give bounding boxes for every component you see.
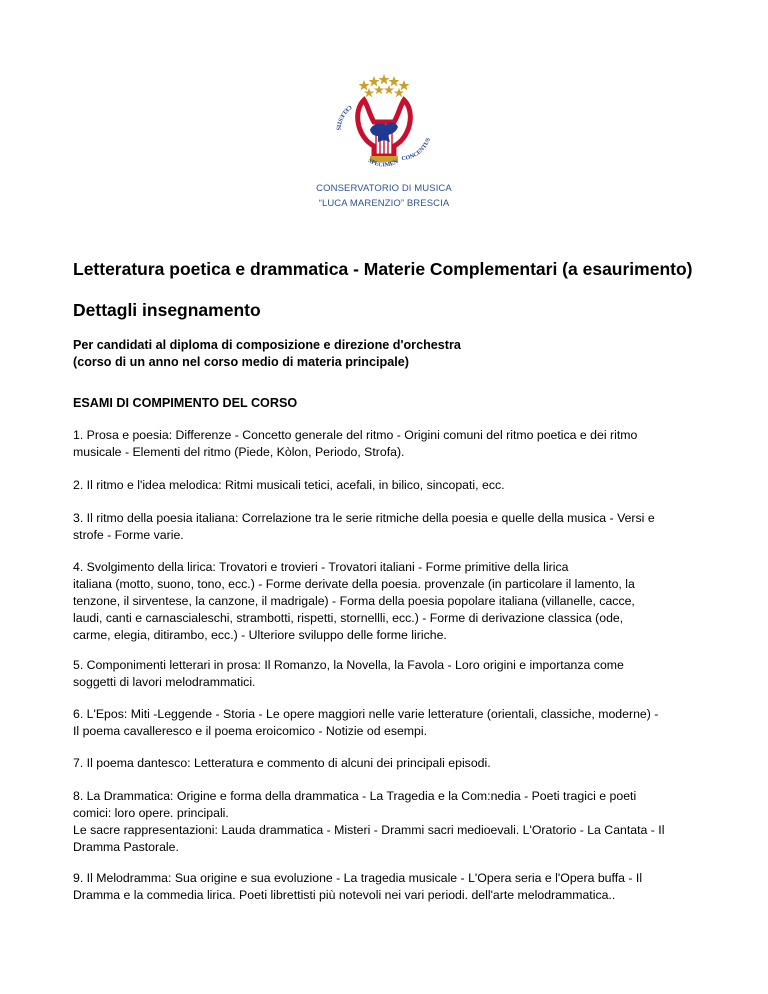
item-line: laudi, canti e carnascialeschi, strambotti, rispetti, stornellli, ecc.) - Forme di derivazione classica (ode, xyxy=(73,611,624,625)
item-line: Dramma e la commedia lirica. Poeti librettisti più notevoli nei vari periodi. dell'arte melodrammatica.. xyxy=(73,888,616,902)
item-line: Le sacre rappresentazioni: Lauda drammatica - Misteri - Drammi sacri medioevali. L'Oratorio - La Cantata - Il xyxy=(73,823,665,837)
lyre-crest-icon xyxy=(334,72,434,174)
exam-item-4 xyxy=(73,559,703,644)
item-line: 8. La Drammatica: Origine e forma della drammatica - La Tragedia e la Com:nedia - Poeti tragici e poeti xyxy=(73,789,637,803)
exam-item-9 xyxy=(73,870,703,904)
item-line: tenzone, il sirventese, la canzone, il madrigale) - Forma della poesia popolare italiana (villanelle, cacce, xyxy=(73,594,635,608)
exam-item-3 xyxy=(73,510,703,544)
item-line: 3. Il ritmo della poesia italiana: Correlazione tra le serie ritmiche della poesia e quelle della musica - Versi e xyxy=(73,511,655,525)
intro-line: (corso di un anno nel corso medio di materia principale) xyxy=(73,355,409,369)
exam-item-1 xyxy=(73,427,703,461)
item-line: italiana (motto, suono, tono, ecc.) - Forme derivate della poesia. provenzale (in particolare il lamento, la xyxy=(73,577,635,591)
item-line: carme, elegia, ditirambo, ecc.) - Ulteriore sviluppo delle forme liriche. xyxy=(73,628,447,642)
item-line: soggetti di lavori melodrammatici. xyxy=(73,675,256,689)
intro-line: Per candidati al diploma di composizione e direzione d'orchestra xyxy=(73,338,461,352)
item-line: Dramma Pastorale. xyxy=(73,840,179,854)
page-title: Letteratura poetica e drammatica - Materie Complementari (a esaurimento) xyxy=(73,259,693,279)
section-title: Dettagli insegnamento xyxy=(73,300,261,320)
item-line: 9. Il Melodramma: Sua origine e sua evoluzione - La tragedia musicale - L'Opera seria e l'Opera buffa - Il xyxy=(73,871,643,885)
item-line: strofe - Forme varie. xyxy=(73,528,184,542)
lion-icon xyxy=(370,123,398,142)
motto-bottom: SPECIMEN xyxy=(366,158,400,169)
item-line: musicale - Elementi del ritmo (Piede, Kòlon, Periodo, Strofa). xyxy=(73,445,405,459)
stars-icon xyxy=(359,74,410,97)
conservatory-logo xyxy=(334,72,434,174)
item-line: 7. Il poema dantesco: Letteratura e commento di alcuni dei principali episodi. xyxy=(73,756,491,770)
institution-name: CONSERVATORIO DI MUSICA xyxy=(316,183,452,194)
exam-item-8 xyxy=(73,788,703,856)
item-line: Il poema cavalleresco e il poema eroicomico - Notizie od esempi. xyxy=(73,724,428,738)
exam-item-2 xyxy=(73,477,703,494)
item-line: 5. Componimenti letterari in prosa: Il Romanzo, la Novella, la Favola - Loro origini e importanza come xyxy=(73,658,624,672)
motto-left: CELESTIS xyxy=(334,103,353,131)
item-line: 6. L'Epos: Miti -Leggende - Storia - Le opere maggiori nelle varie letterature (orientali, classiche, moderne) - xyxy=(73,707,659,721)
course-intro xyxy=(73,337,461,371)
item-line: 4. Svolgimento della lirica: Trovatori e trovieri - Trovatori italiani - Forme primitive della lirica xyxy=(73,560,569,574)
exams-heading: ESAMI DI COMPIMENTO DEL CORSO xyxy=(73,396,298,410)
exam-item-5 xyxy=(73,657,703,691)
exam-item-6 xyxy=(73,706,703,740)
motto-right: CONCENTUS xyxy=(401,137,432,163)
exam-item-7 xyxy=(73,755,703,772)
item-line: 1. Prosa e poesia: Differenze - Concetto generale del ritmo - Origini comuni del ritmo poetica e dei ritmo xyxy=(73,428,638,442)
institution-city: “LUCA MARENZIO” BRESCIA xyxy=(318,198,450,209)
item-line: 2. Il ritmo e l'idea melodica: Ritmi musicali tetici, acefali, in bilico, sincopati, ecc. xyxy=(73,478,505,492)
item-line: comici: loro opere. principali. xyxy=(73,806,229,820)
